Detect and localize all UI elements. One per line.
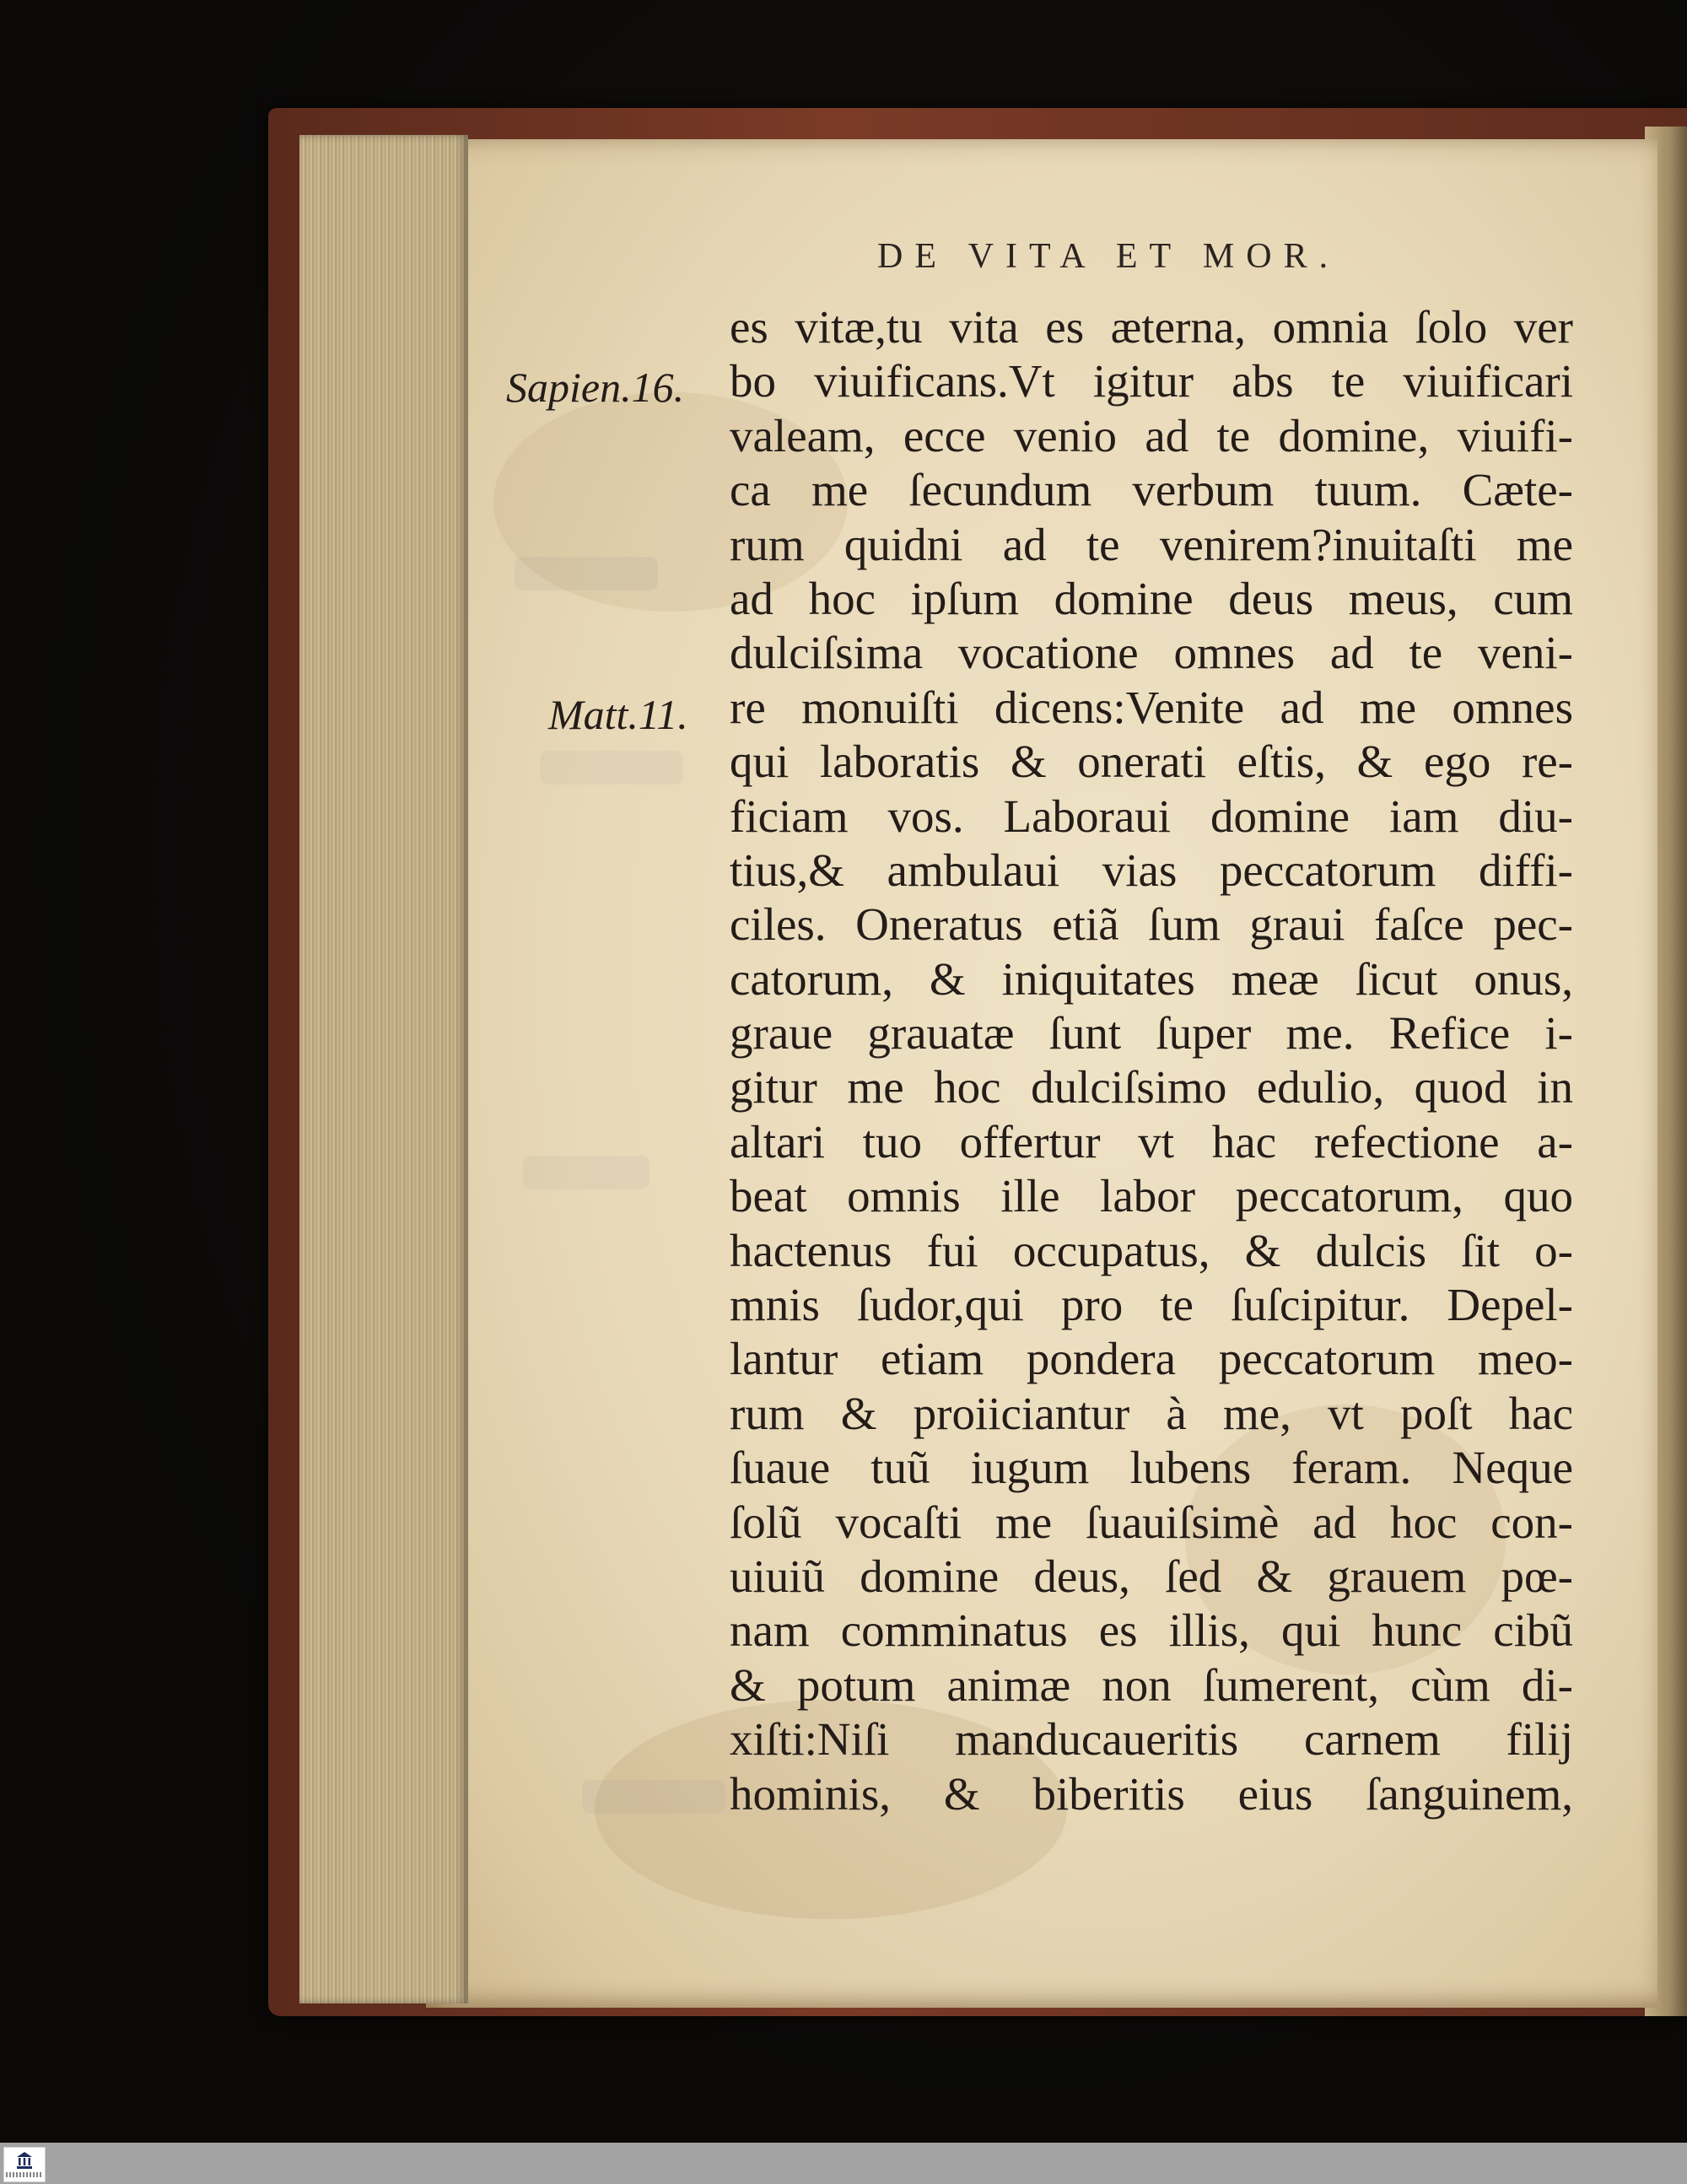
text-line: hactenus fui occupatus, & dulcis ſit o- (730, 1224, 1573, 1276)
text-line: ca me ſecundum verbum tuum. Cæte- (730, 464, 1573, 516)
text-line: es vitæ,tu vita es æterna, omnia ſolo ver (730, 301, 1573, 353)
show-through-mark (523, 1156, 649, 1189)
show-through-mark (515, 557, 658, 590)
running-head: DE VITA ET MOR. (877, 237, 1340, 276)
viewer-footer-bar (0, 2143, 1687, 2184)
text-line: qui laboratis & onerati eſtis, & ego re- (730, 736, 1573, 788)
body-text (730, 300, 1573, 1821)
text-line: beat omnis ille labor peccatorum, quo (730, 1170, 1573, 1222)
text-line: mnis ſudor,qui pro te ſuſcipitur. Depel- (730, 1279, 1573, 1331)
text-line: dulciſsima vocatione omnes ad te veni- (730, 627, 1573, 679)
text-line: graue grauatæ ſunt ſuper me. Refice i- (730, 1007, 1573, 1060)
text-line: lantur etiam pondera peccatorum meo- (730, 1333, 1573, 1385)
text-line: ficiam vos. Laboraui domine iam diu- (730, 790, 1573, 842)
text-line: hominis, & biberitis eius ſanguinem, (730, 1767, 1573, 1820)
text-line: ad hoc ipſum domine deus meus, cum (730, 572, 1573, 624)
text-line: ſolũ vocaſti me ſuauiſsimè ad hoc con- (730, 1496, 1573, 1548)
text-line: altari tuo offertur vt hac refectione a- (730, 1115, 1573, 1167)
show-through-mark (582, 1780, 725, 1814)
text-line: xiſti:Niſi manducaueritis carnem filij (730, 1713, 1573, 1766)
text-line: valeam, ecce venio ad te domine, viuifi- (730, 409, 1573, 461)
page-edges (299, 135, 468, 2003)
text-line: rum quidni ad te venirem?inuitaſti me (730, 518, 1573, 570)
show-through-mark (540, 751, 683, 785)
logo-caption-mark (6, 2172, 43, 2177)
margin-note-sapien: Sapien.16. (506, 364, 685, 411)
text-line: rum & proiiciantur à me, vt poſt hac (730, 1387, 1573, 1439)
text-line: uiuiũ domine deus, ſed & grauem pœ- (730, 1550, 1573, 1602)
text-line: nam comminatus es illis, qui hunc cibũ (730, 1604, 1573, 1657)
text-line: tius,& ambulaui vias peccatorum diffi- (730, 844, 1573, 896)
text-line: re monuiſti dicens:Venite ad me omnes (730, 681, 1573, 733)
text-line: & potum animæ non ſumerent, cùm di- (730, 1658, 1573, 1711)
margin-note-matt: Matt.11. (548, 691, 688, 738)
library-logo-icon[interactable] (3, 2147, 46, 2182)
text-line: catorum, & iniquitates meæ ſicut onus, (730, 952, 1573, 1005)
text-line: ſuaue tuũ iugum lubens feram. Neque (730, 1442, 1573, 1494)
text-line: bo viuificans.Vt igitur abs te viuificari (730, 355, 1573, 407)
text-line: ciles. Oneratus etiã ſum graui faſce pec- (730, 898, 1573, 951)
text-line: gitur me hoc dulciſsimo edulio, quod in (730, 1061, 1573, 1114)
building-icon (16, 2151, 33, 2170)
